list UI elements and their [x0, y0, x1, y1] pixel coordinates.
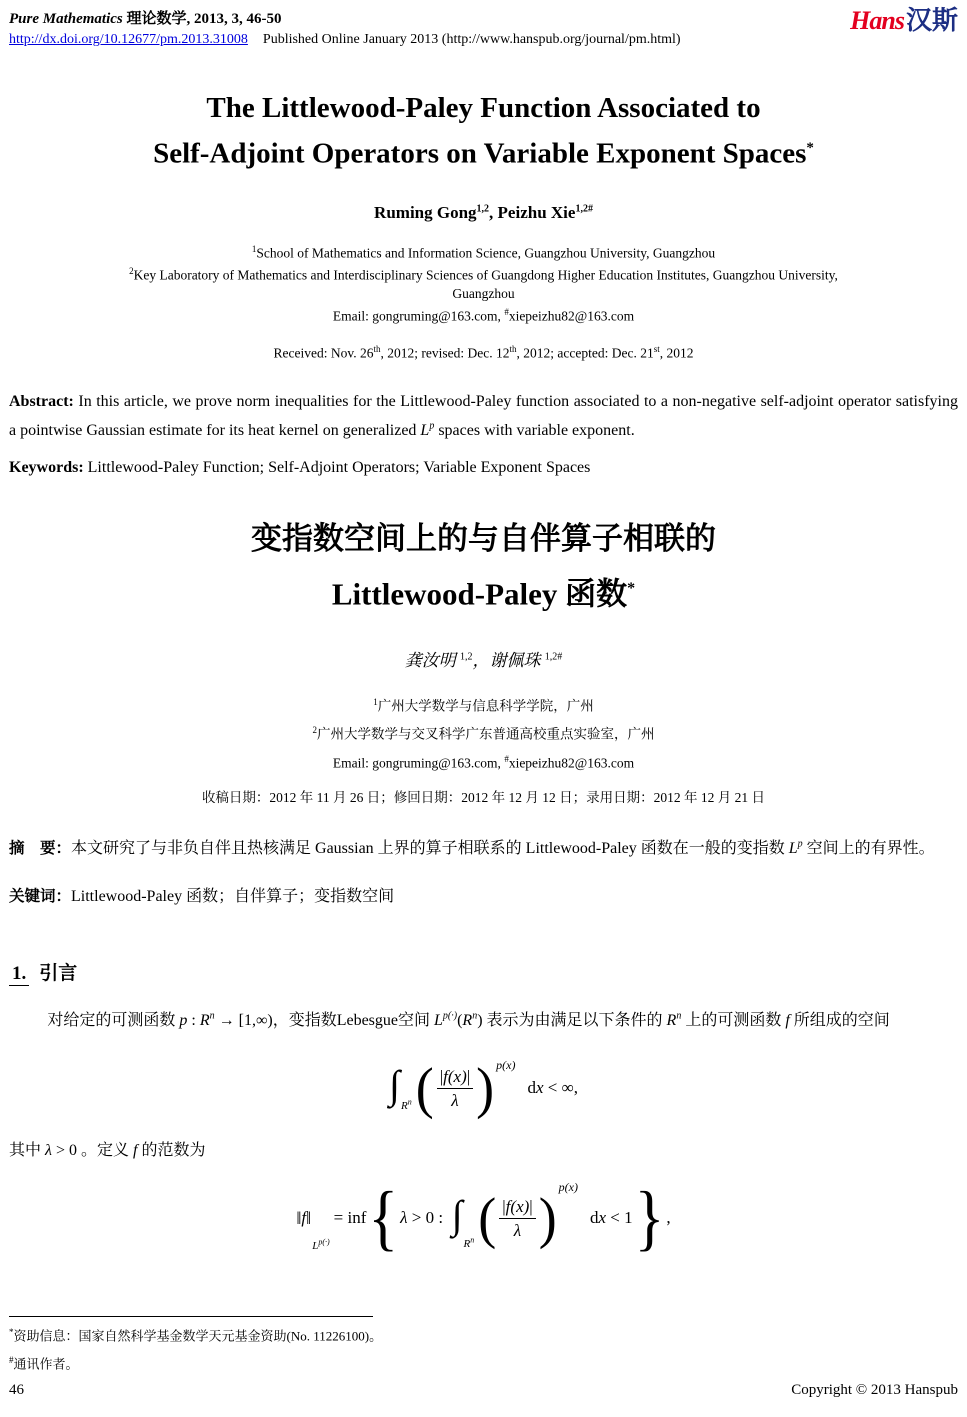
received-part: , 2012; accepted: Dec. 21: [516, 345, 654, 361]
dx-term: [527, 1078, 578, 1098]
math-R: R: [462, 1012, 473, 1030]
received-part: , 2012: [659, 345, 694, 361]
abstract-text-1: In this article, we prove norm inequalities for the Littlewood-Paley function associated to a non-negative self-adjoint operator satisfying a pointwise Gaussian estimate for its heat kernel on generalized: [9, 392, 958, 439]
math-f: f: [505, 1196, 511, 1216]
math-L-space: L: [434, 1012, 443, 1030]
received-line-en: [9, 344, 958, 362]
received-part: , 2012; revised: Dec. 12: [380, 345, 510, 361]
author-1-name: Ruming Gong: [374, 202, 477, 222]
math-d: d: [527, 1078, 536, 1098]
email-1-cn: Email: gongruming@163.com,: [332, 755, 505, 771]
math-L-exp: p: [429, 420, 435, 432]
big-rparen: ): [476, 1056, 495, 1120]
section-1-title: 引言: [39, 963, 78, 985]
affiliation-2-text: Key Laboratory of Mathematics and Interdisciplinary Sciences of Guangdong Higher Education Institutes, Guangzhou University,: [133, 267, 838, 283]
paper-title-cn-line2-text: Littlewood-Paley 函数: [331, 575, 628, 611]
affiliation-1-mark: 1: [251, 243, 257, 254]
big-lparen: (: [415, 1056, 434, 1120]
keywords-cn: [9, 883, 958, 906]
affiliations-cn: [9, 690, 958, 776]
paper-title-en-line1: The Littlewood-Paley Function Associated to: [206, 92, 761, 124]
norm-bar: ‖: [296, 1207, 302, 1228]
exponent-p-x: p(x): [558, 1180, 578, 1195]
math-arrow: →: [214, 1012, 239, 1030]
norm-subscript: [312, 1237, 330, 1253]
email-2-cn-mark: #: [504, 753, 509, 764]
math-L: L: [312, 1240, 319, 1253]
relation-one: < 1: [606, 1208, 633, 1228]
affiliation-1-text: School of Mathematics and Information Science, Guangzhou University, Guangzhou: [256, 245, 716, 261]
footnotes: [9, 1316, 382, 1377]
affiliation-2-cont: Guangzhou: [452, 285, 515, 301]
integral-sign: ∫: [389, 1062, 400, 1108]
email-line-cn: [9, 747, 958, 776]
ordinal-sup: th: [509, 344, 517, 355]
received-part: Received: Nov. 26: [273, 345, 374, 361]
footnote-funding: [9, 1320, 382, 1348]
affiliation-2-cn-text: 广州大学数学与交叉科学广东普通高校重点实验室，广州: [317, 726, 655, 742]
math-R-exp: n: [470, 1235, 475, 1245]
math-x: x: [535, 1078, 544, 1098]
fraction: [437, 1066, 473, 1112]
fraction-numerator: [499, 1196, 535, 1219]
intro-text: 上的可测函数: [681, 1012, 786, 1030]
display-formula-1: [9, 1052, 958, 1124]
abs-bar: |: [502, 1196, 506, 1216]
authors-en: [9, 203, 958, 223]
hanspub-logo-cn: 汉斯: [905, 6, 958, 35]
affiliation-2: [9, 262, 958, 285]
math-f: f: [132, 1142, 138, 1160]
math-f: f: [301, 1208, 307, 1228]
affiliation-1-cn-text: 广州大学数学与信息科学学院，广州: [377, 698, 594, 714]
email-2: xiepeizhu82@163.com: [508, 308, 635, 324]
affiliation-1: [9, 240, 958, 263]
doi-link[interactable]: http://dx.doi.org/10.12677/pm.2013.31008: [9, 32, 248, 47]
ordinal-sup: st: [653, 344, 660, 355]
author-1-affil-mark: 1,2: [476, 203, 490, 214]
math-arg: (x): [447, 1066, 467, 1086]
math-rparen: ): [477, 1012, 483, 1030]
copyright-text: Copyright © 2013 Hanspub: [791, 1382, 958, 1398]
fraction-numerator: [437, 1066, 473, 1089]
affiliation-2-cn-mark: 2: [312, 725, 317, 736]
big-rbrace: }: [634, 1177, 665, 1258]
math-lambda: λ: [400, 1208, 408, 1228]
title-cn-footnote-mark: *: [627, 579, 636, 597]
abstract-label: Abstract:: [9, 392, 74, 410]
trailing-comma: ,: [666, 1208, 671, 1228]
keywords-text: Littlewood-Paley Function; Self-Adjoint Operators; Variable Exponent Spaces: [83, 458, 591, 476]
math-R: R: [199, 1012, 210, 1030]
intro-text: ，变指数Lebesgue空间: [272, 1012, 435, 1030]
footnote-funding-mark: *: [9, 1327, 14, 1337]
paper-title-en-line2-text: Self-Adjoint Operators on Variable Exponent Spaces: [153, 137, 807, 170]
dx-term: [590, 1208, 633, 1228]
abstract-cn: [9, 833, 958, 864]
intro-text: 表示为由满足以下条件的: [482, 1012, 667, 1030]
keywords-cn-label: 关键词：: [9, 888, 72, 906]
abs-bar: |: [466, 1066, 471, 1086]
math-R-exp: n: [407, 1097, 412, 1107]
abs-bar: |: [439, 1066, 444, 1086]
footnote-rule: [9, 1316, 373, 1317]
norm-group: [296, 1208, 311, 1229]
intro-paragraph: [9, 1006, 958, 1036]
email-2-mark: #: [504, 306, 509, 317]
abs-bar: |: [529, 1196, 533, 1216]
affiliation-1-cn-mark: 1: [373, 696, 378, 707]
math-L: L: [420, 421, 430, 439]
where-text: > 0 。定义: [51, 1142, 133, 1160]
keywords-label: Keywords:: [9, 458, 84, 476]
integral-domain: [463, 1235, 475, 1251]
footnote-funding-text: 资助信息：国家自然科学基金数学天元基金资助(No. 11226100)。: [13, 1328, 383, 1344]
abstract-cn-label: 摘 要：: [9, 840, 72, 858]
journal-meta: 理论数学, 2013, 3, 46-50: [122, 11, 282, 27]
math-R: R: [401, 1100, 408, 1113]
keywords-en: [9, 459, 958, 477]
affiliation-1-cn: [9, 690, 958, 719]
doi-line: [9, 32, 681, 48]
journal-title-line: [9, 7, 681, 28]
footnote-corresponding-mark: #: [9, 1355, 14, 1366]
math-L-space-exp: p(·): [442, 1011, 458, 1023]
author-separator-cn: ，: [472, 650, 490, 670]
math-colon: :: [187, 1012, 200, 1030]
math-arg: (x): [510, 1196, 530, 1216]
math-lparen: (: [457, 1012, 463, 1030]
relation-infinity: < ∞,: [543, 1078, 578, 1098]
equals-inf: = inf: [333, 1208, 367, 1228]
hanspub-logo: [850, 8, 958, 34]
where-text: 其中: [9, 1142, 46, 1160]
math-d: d: [590, 1208, 599, 1228]
math-L-cn-exp: p: [797, 839, 803, 851]
math-R: R: [463, 1238, 471, 1251]
norm-bar: ‖: [306, 1207, 312, 1228]
received-line-cn: 收稿日期：2012 年 11 月 26 日；修回日期：2012 年 12 月 12 日；录用日期：2012 年 12 月 21 日: [201, 790, 766, 806]
affiliation-2-mark: 2: [129, 266, 134, 277]
fraction-denominator: λ: [451, 1090, 459, 1110]
math-lambda: λ: [45, 1142, 52, 1160]
title-footnote-mark: *: [806, 140, 814, 156]
email-line-en: [9, 303, 958, 326]
author-1-name-cn: 龚汝明: [404, 650, 460, 670]
paper-title-cn: [9, 514, 958, 619]
author-2-name: Peizhu Xie: [497, 202, 576, 222]
paper-title-en-line2: [9, 128, 958, 174]
footnote-corresponding-text: 通讯作者。: [13, 1356, 79, 1372]
abstract-cn-text-1: 本文研究了与非负自伴且热核满足 Gaussian 上界的算子相联系的 Littlewood-Paley 函数在一般的变指数: [71, 840, 789, 858]
page-footer: [9, 1382, 958, 1399]
ordinal-sup: th: [373, 344, 381, 355]
where-text: 的范数为: [137, 1142, 206, 1160]
author-2-affil-mark: 1,2#: [575, 203, 593, 214]
author-2-name-cn: 谢佩珠: [489, 650, 545, 670]
intro-text: 对给定的可测函数: [47, 1012, 180, 1030]
exponent-p-x: p(x): [496, 1058, 516, 1073]
published-online-text: Published Online January 2013 (http://www.hanspub.org/journal/pm.html): [262, 32, 681, 47]
big-lparen: (: [478, 1186, 497, 1250]
affiliation-2-cn: [9, 718, 958, 747]
author-separator: ,: [489, 202, 498, 222]
big-rparen: ): [538, 1186, 557, 1250]
keywords-cn-text: Littlewood-Paley 函数；自伴算子；变指数空间: [71, 888, 395, 906]
hanspub-logo-latin: Hans: [850, 6, 904, 35]
math-x: x: [598, 1208, 607, 1228]
math-f: f: [443, 1066, 448, 1086]
email-1: Email: gongruming@163.com,: [332, 308, 505, 324]
section-1-heading: [9, 958, 958, 985]
intro-text: 所组成的空间: [789, 1012, 890, 1030]
math-R-exp: n: [676, 1011, 682, 1023]
page-number: 46: [9, 1382, 24, 1398]
abstract-en: [9, 387, 958, 445]
journal-info: [9, 7, 681, 48]
email-2-cn: xiepeizhu82@163.com: [508, 755, 635, 771]
author-1-affil-mark-cn: 1,2: [460, 651, 473, 663]
affiliations-en: [9, 240, 958, 326]
math-f: f: [785, 1012, 790, 1030]
author-2-affil-mark-cn: 1,2#: [544, 651, 563, 663]
display-formula-2: [9, 1174, 958, 1262]
fraction: [499, 1196, 535, 1242]
fraction-denominator: λ: [513, 1220, 522, 1240]
page-header: [9, 7, 958, 48]
paper-title-cn-line2: [9, 564, 958, 619]
math-R-exp: n: [209, 1011, 215, 1023]
paper-title-en: [9, 88, 958, 174]
math-R-exp: n: [472, 1011, 478, 1023]
math-p: p: [179, 1012, 188, 1030]
big-lbrace: {: [368, 1177, 399, 1258]
math-L-exp: p(·): [318, 1237, 330, 1247]
abstract-cn-text-2: 空间上的有界性。: [802, 840, 935, 858]
footnote-corresponding: [9, 1348, 382, 1376]
section-1-number: 1.: [9, 963, 29, 986]
math-R: R: [666, 1012, 677, 1030]
authors-cn: [9, 646, 958, 671]
integral-sign: ∫: [451, 1192, 463, 1238]
integral-domain: [401, 1097, 412, 1113]
paper-title-cn-line1: 变指数空间上的与自伴算子相联的: [251, 520, 716, 556]
journal-name: Pure Mathematics: [9, 11, 123, 27]
condition-text: > 0 :: [407, 1208, 452, 1228]
abstract-text-2: spaces with variable exponent.: [434, 421, 635, 439]
where-paragraph: [9, 1136, 958, 1166]
math-interval: [1,∞): [238, 1012, 273, 1030]
math-L-cn: L: [788, 840, 798, 858]
